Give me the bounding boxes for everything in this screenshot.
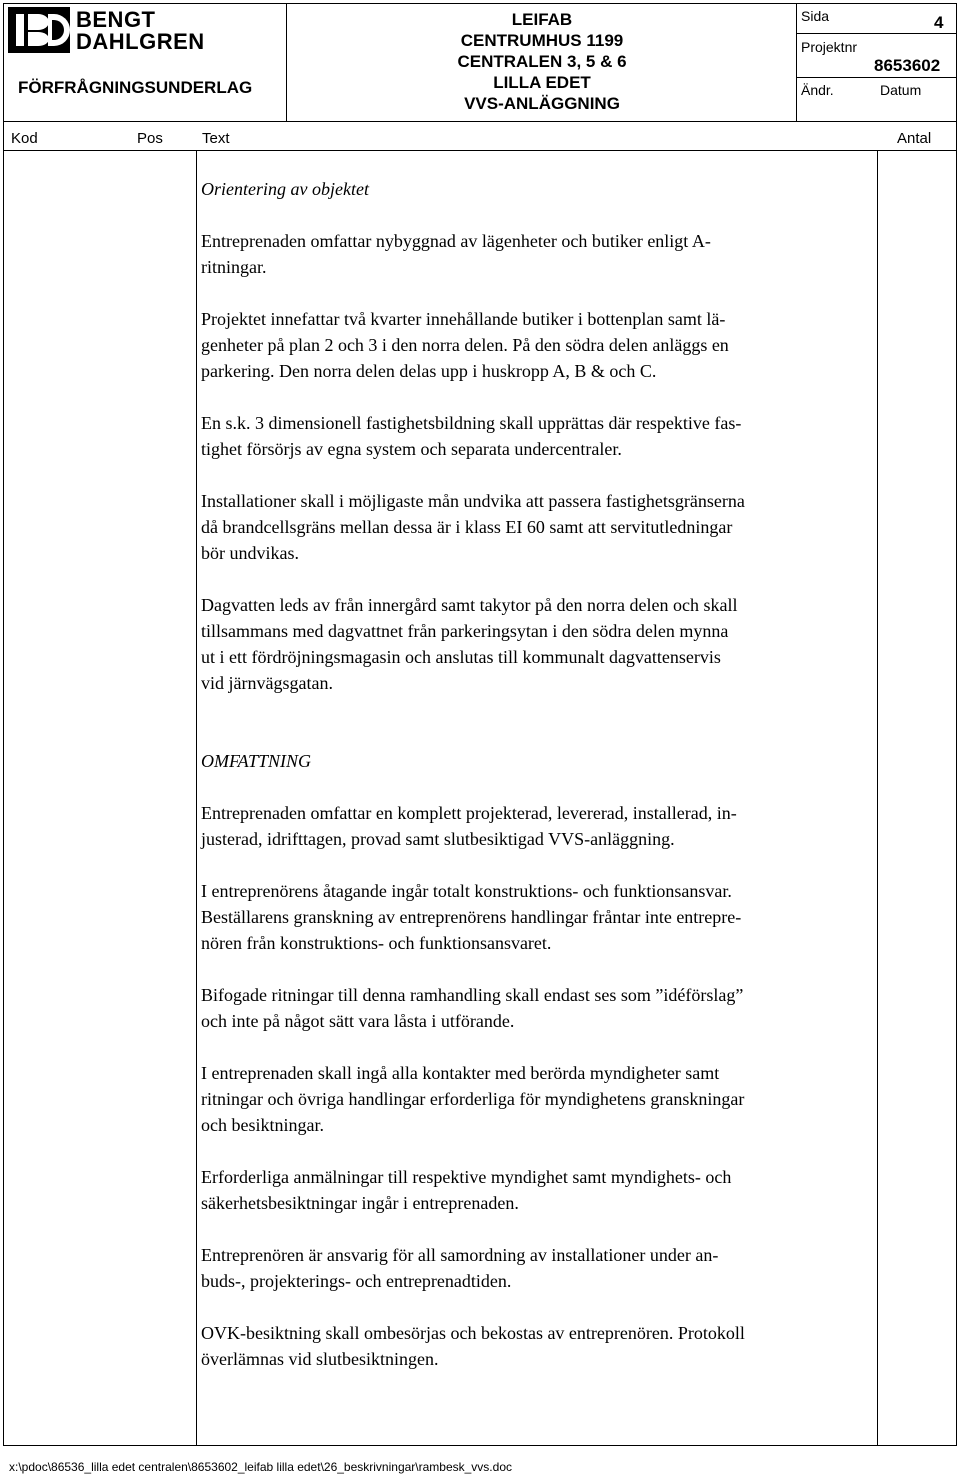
document-body <box>201 176 881 1372</box>
section-heading: OMFATTNING <box>201 751 312 771</box>
paragraph <box>201 1164 881 1216</box>
text-line: Entreprenören är ansvarig för all samordning av installationer under an- <box>201 1245 719 1265</box>
text-line: överlämnas vid slutbesiktningen. <box>201 1349 439 1369</box>
column-header-text: Text <box>202 130 230 147</box>
column-divider-text-left <box>196 150 197 1446</box>
paragraph <box>201 228 881 280</box>
paragraph <box>201 800 881 852</box>
andr-label: Ändr. <box>801 82 834 98</box>
paragraph <box>201 592 881 696</box>
text-line: I entreprenörens åtagande ingår totalt konstruktions- och funktionsansvar. <box>201 881 732 901</box>
text-line: Dagvatten leds av från innergård samt takytor på den norra delen och skall <box>201 595 738 615</box>
text-line: tillsammans med dagvattnet från parkeringsytan i den södra delen mynna <box>201 621 729 641</box>
sida-label: Sida <box>801 8 830 24</box>
paragraph <box>201 1060 881 1138</box>
frame-right <box>956 3 957 1446</box>
title-line: VVS-ANLÄGGNING <box>464 94 620 113</box>
text-line: ut i ett fördröjningsmagasin och anslutas till kommunalt dagvattenservis <box>201 647 721 667</box>
bd-logo-icon <box>8 7 70 53</box>
text-line: och inte på något sätt vara låsta i utförande. <box>201 1011 515 1031</box>
column-header-rule <box>3 150 957 151</box>
title-line: CENTRUMHUS 1199 <box>460 31 624 50</box>
text-line: säkerhetsbesiktningar ingår i entreprenaden. <box>201 1193 519 1213</box>
text-line: ritningar. <box>201 257 267 277</box>
text-line: Installationer skall i möjligaste mån undvika att passera fastighetsgränserna <box>201 491 745 511</box>
text-line: tighet försörjs av egna system och separata undercentraler. <box>201 439 622 459</box>
header-rule-2 <box>796 77 956 78</box>
title-line: LILLA EDET <box>493 73 591 92</box>
column-header-pos: Pos <box>137 130 163 147</box>
text-line: OVK-besiktning skall ombesörjas och bekostas av entreprenören. Protokoll <box>201 1323 745 1343</box>
text-line: justerad, idrifttagen, provad samt slutbesiktigad VVS-anläggning. <box>201 829 675 849</box>
title-line: CENTRALEN 3, 5 & 6 <box>457 52 627 71</box>
paragraph <box>201 1242 881 1294</box>
text-line: En s.k. 3 dimensionell fastighetsbildning skall upprättas där respektive fas- <box>201 413 742 433</box>
company-logo <box>8 7 208 53</box>
text-line: Entreprenaden omfattar en komplett projekterad, levererad, installerad, in- <box>201 803 737 823</box>
text-line: vid järnvägsgatan. <box>201 673 333 693</box>
text-line: Entreprenaden omfattar nybyggnad av lägenheter och butiker enligt A- <box>201 231 711 251</box>
projektnr-label: Projektnr <box>801 39 858 55</box>
project-number: 8653602 <box>874 56 941 75</box>
logo-text-line1: BENGT <box>76 7 156 32</box>
column-header-kod: Kod <box>11 130 38 147</box>
header-bottom-rule <box>3 121 957 122</box>
paragraph <box>201 488 881 566</box>
text-line: Beställarens granskning av entreprenörens handlingar fråntar inte entrepre- <box>201 907 742 927</box>
title-line: LEIFAB <box>511 10 573 29</box>
datum-label: Datum <box>880 82 922 98</box>
logo-text-line2: DAHLGREN <box>76 29 205 54</box>
frame-left <box>3 3 4 1446</box>
column-header-antal: Antal <box>897 130 932 147</box>
paragraph <box>201 878 881 956</box>
text-line: genheter på plan 2 och 3 i den norra delen. På den södra delen anläggs en <box>201 335 729 355</box>
text-line: I entreprenaden skall ingå alla kontakter med berörda myndigheter samt <box>201 1063 720 1083</box>
text-line: då brandcellsgräns mellan dessa är i klass EI 60 samt att servitutledningar <box>201 517 733 537</box>
section-heading: Orientering av objektet <box>201 179 369 199</box>
text-line: nören från konstruktions- och funktionsansvaret. <box>201 933 552 953</box>
paragraph <box>201 982 881 1034</box>
text-line: Bifogade ritningar till denna ramhandling skall endast ses som ”idéförslag” <box>201 985 744 1005</box>
text-line: Erforderliga anmälningar till respektive myndighet samt myndighets- och <box>201 1167 732 1187</box>
paragraph <box>201 306 881 384</box>
paragraph <box>201 410 881 462</box>
text-line: ritningar och övriga handlingar erforderliga för myndighetens granskningar <box>201 1089 745 1109</box>
document-type: FÖRFRÅGNINGSUNDERLAG <box>18 78 253 97</box>
file-path-footer: x:\pdoc\86536_lilla edet centralen\8653602_leifab lilla edet\26_beskrivningar\rambesk_vvs.doc <box>9 1460 512 1474</box>
frame-top <box>3 3 957 4</box>
header-rule-1 <box>796 33 956 34</box>
text-line: parkering. Den norra delen delas upp i huskropp A, B & och C. <box>201 361 657 381</box>
project-title <box>287 9 797 114</box>
text-line: och besiktningar. <box>201 1115 324 1135</box>
frame-bottom <box>3 1445 957 1446</box>
paragraph <box>201 1320 881 1372</box>
text-line: Projektet innefattar två kvarter innehållande butiker i bottenplan samt lä- <box>201 309 726 329</box>
text-line: bör undvikas. <box>201 543 299 563</box>
page-number: 4 <box>934 13 944 32</box>
text-line: buds-, projekterings- och entreprenadtiden. <box>201 1271 512 1291</box>
